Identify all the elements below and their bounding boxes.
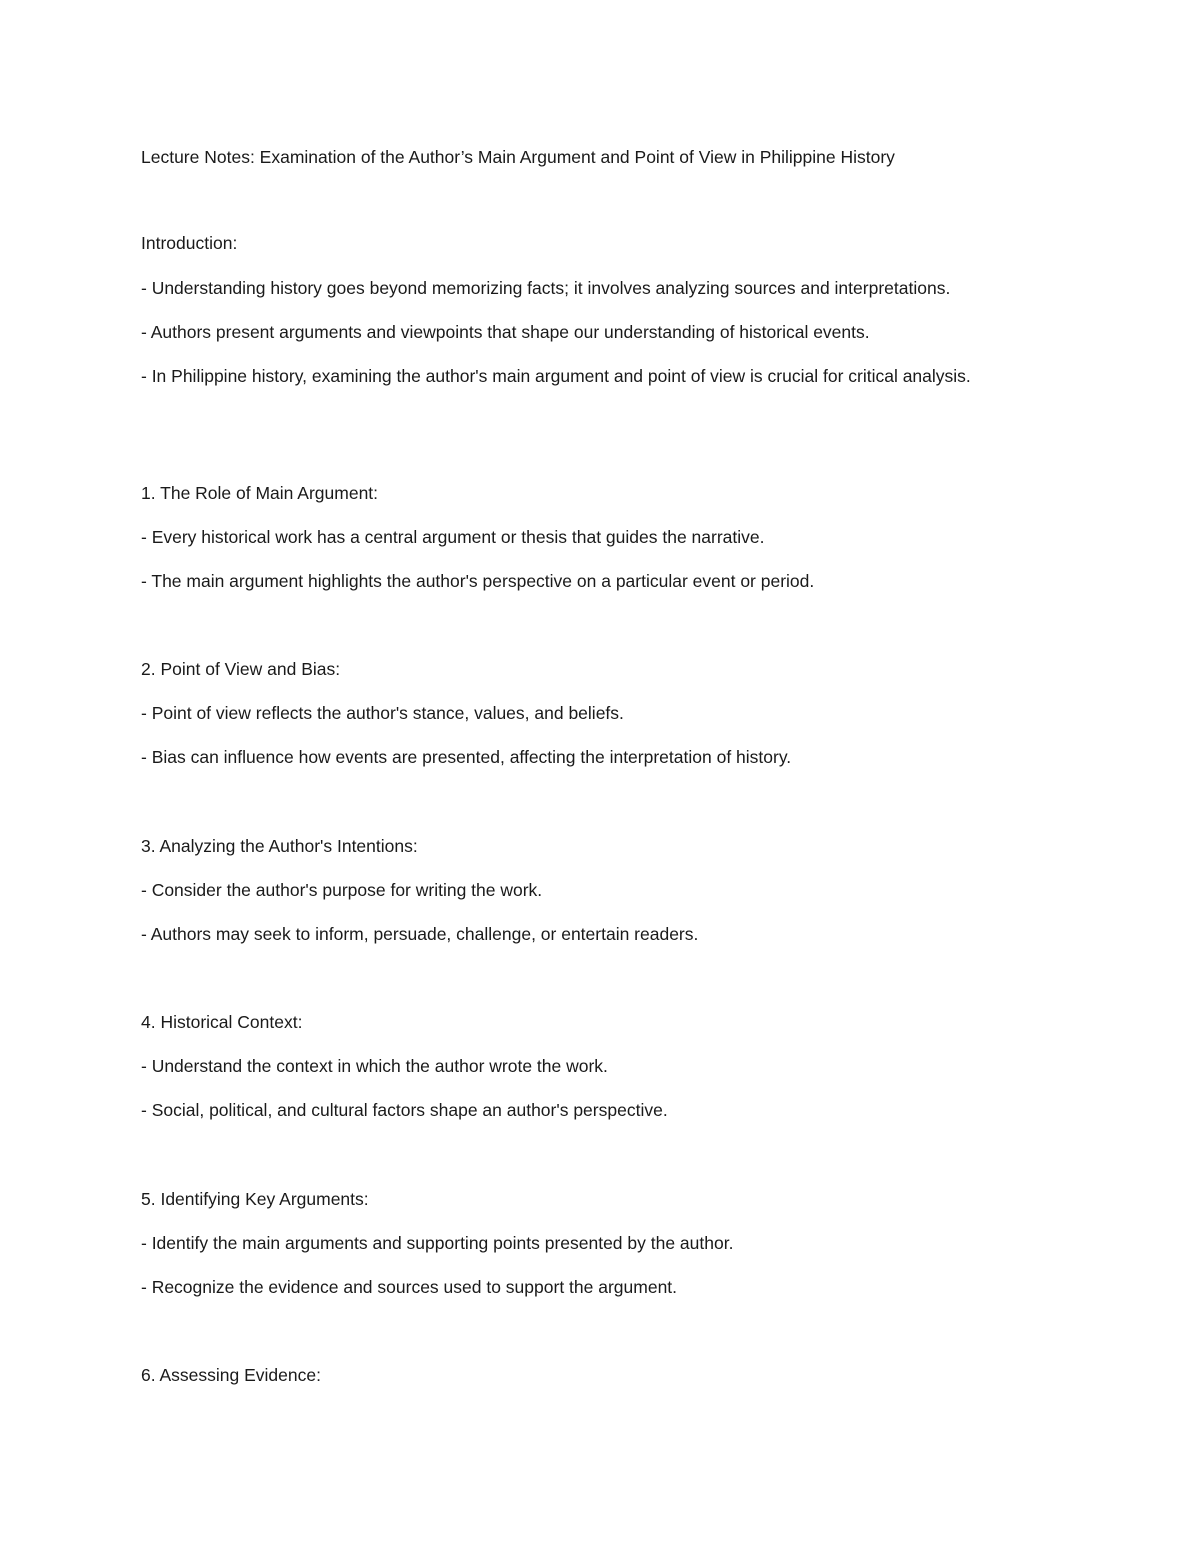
section-heading: 4. Historical Context:	[141, 1012, 303, 1032]
section-point: - Authors may seek to inform, persuade, challenge, or entertain readers.	[141, 924, 699, 944]
section-heading: 2. Point of View and Bias:	[141, 659, 341, 679]
document-title: Lecture Notes: Examination of the Author’s Main Argument and Point of View in Philippine History	[141, 147, 895, 167]
intro-point: - Authors present arguments and viewpoints that shape our understanding of historical events.	[141, 322, 870, 342]
intro-point: - In Philippine history, examining the author's main argument and point of view is crucial for critical analysis.	[141, 366, 971, 386]
section-point: - Every historical work has a central argument or thesis that guides the narrative.	[141, 527, 765, 547]
section-point: - Identify the main arguments and supporting points presented by the author.	[141, 1233, 734, 1253]
section-point: - Bias can influence how events are presented, affecting the interpretation of history.	[141, 747, 792, 767]
section-point: - Consider the author's purpose for writing the work.	[141, 880, 543, 900]
section-heading: 3. Analyzing the Author's Intentions:	[141, 836, 418, 856]
section-heading: 5. Identifying Key Arguments:	[141, 1189, 369, 1209]
section-heading: 6. Assessing Evidence:	[141, 1365, 321, 1385]
intro-point: - Understanding history goes beyond memorizing facts; it involves analyzing sources and interpretations.	[141, 278, 951, 298]
section-point: - Social, political, and cultural factors shape an author's perspective.	[141, 1100, 668, 1120]
intro-heading: Introduction:	[141, 233, 238, 253]
section-point: - The main argument highlights the author's perspective on a particular event or period.	[141, 571, 815, 591]
section-point: - Understand the context in which the author wrote the work.	[141, 1056, 608, 1076]
section-point: - Recognize the evidence and sources used to support the argument.	[141, 1277, 678, 1297]
section-point: - Point of view reflects the author's stance, values, and beliefs.	[141, 703, 624, 723]
section-heading: 1. The Role of Main Argument:	[141, 483, 379, 503]
